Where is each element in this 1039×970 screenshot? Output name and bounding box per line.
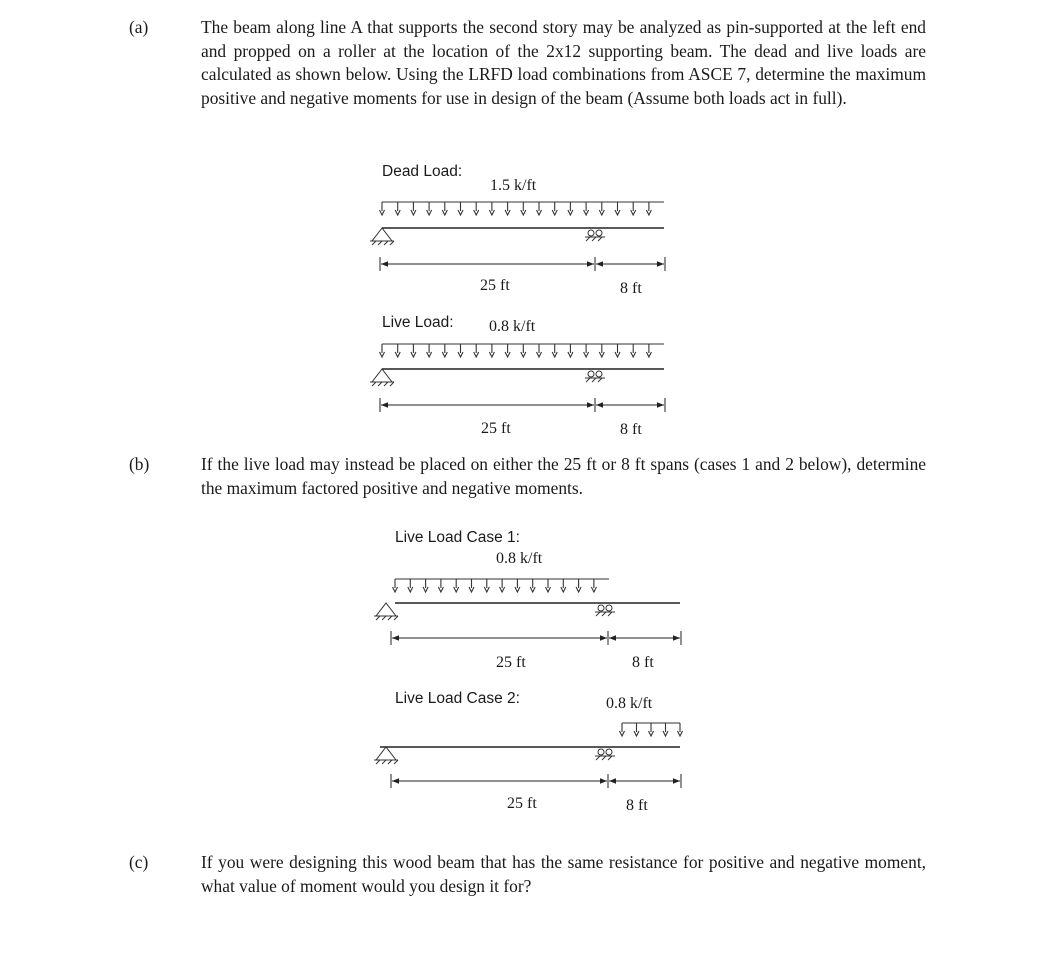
live-load-case2-diagram (374, 690, 683, 814)
case2-span-overhang-label: 8 ft (626, 797, 648, 814)
live-load-title: Live Load: (382, 314, 454, 331)
case2-title: Live Load Case 2: (395, 690, 520, 707)
dead-load-diagram (370, 163, 665, 297)
dead-load-distributed-arrows (380, 202, 665, 215)
live-span-main-label: 25 ft (481, 420, 511, 437)
question-c-label: (c) (129, 852, 149, 872)
question-c-text: If you were designing this wood beam that has the same resistance for positive and negative moment, what value of moment would you design it for? (201, 852, 926, 896)
question-b-text: If the live load may instead be placed on either the 25 ft or 8 ft spans (cases 1 and 2 below), determine the maximum factored positive and negative moments. (201, 454, 926, 498)
dead-load-title: Dead Load: (382, 163, 463, 180)
roller-support-icon (585, 371, 605, 382)
case2-magnitude: 0.8 k/ft (606, 695, 653, 712)
case1-span-main-label: 25 ft (496, 654, 526, 671)
live-span-overhang-label: 8 ft (620, 421, 642, 438)
live-load-magnitude: 0.8 k/ft (489, 318, 536, 335)
live-load-distributed-arrows (380, 344, 665, 357)
dead-span-main-label: 25 ft (480, 277, 510, 294)
case1-magnitude: 0.8 k/ft (496, 550, 543, 567)
live-load-diagram (370, 314, 665, 438)
question-a-label: (a) (129, 17, 149, 37)
roller-support-icon (585, 230, 605, 241)
question-b-label: (b) (129, 454, 150, 474)
case1-distributed-arrows (393, 579, 610, 592)
pin-support-icon (374, 747, 398, 764)
dead-span-overhang-label: 8 ft (620, 280, 642, 297)
case2-span-main-label: 25 ft (507, 795, 537, 812)
question-a-text: The beam along line A that supports the second story may be analyzed as pin-supported at the left end and propped on a roller at the location of the 2x12 supporting beam. The dead and live loads are calculated as shown below. Using the LRFD load combinations from ASCE 7, determine the maximum positive and negative moments for use in design of the beam (Assume both loads act in full). (201, 17, 926, 108)
case2-distributed-arrows (620, 723, 683, 736)
pin-support-icon (374, 603, 398, 620)
case1-span-overhang-label: 8 ft (632, 654, 654, 671)
roller-support-icon (595, 605, 615, 616)
roller-support-icon (595, 749, 615, 760)
dead-load-magnitude: 1.5 k/ft (490, 177, 537, 194)
pin-support-icon (370, 228, 394, 245)
pin-support-icon (370, 369, 394, 386)
live-load-case1-diagram (374, 529, 681, 671)
case1-title: Live Load Case 1: (395, 529, 520, 546)
